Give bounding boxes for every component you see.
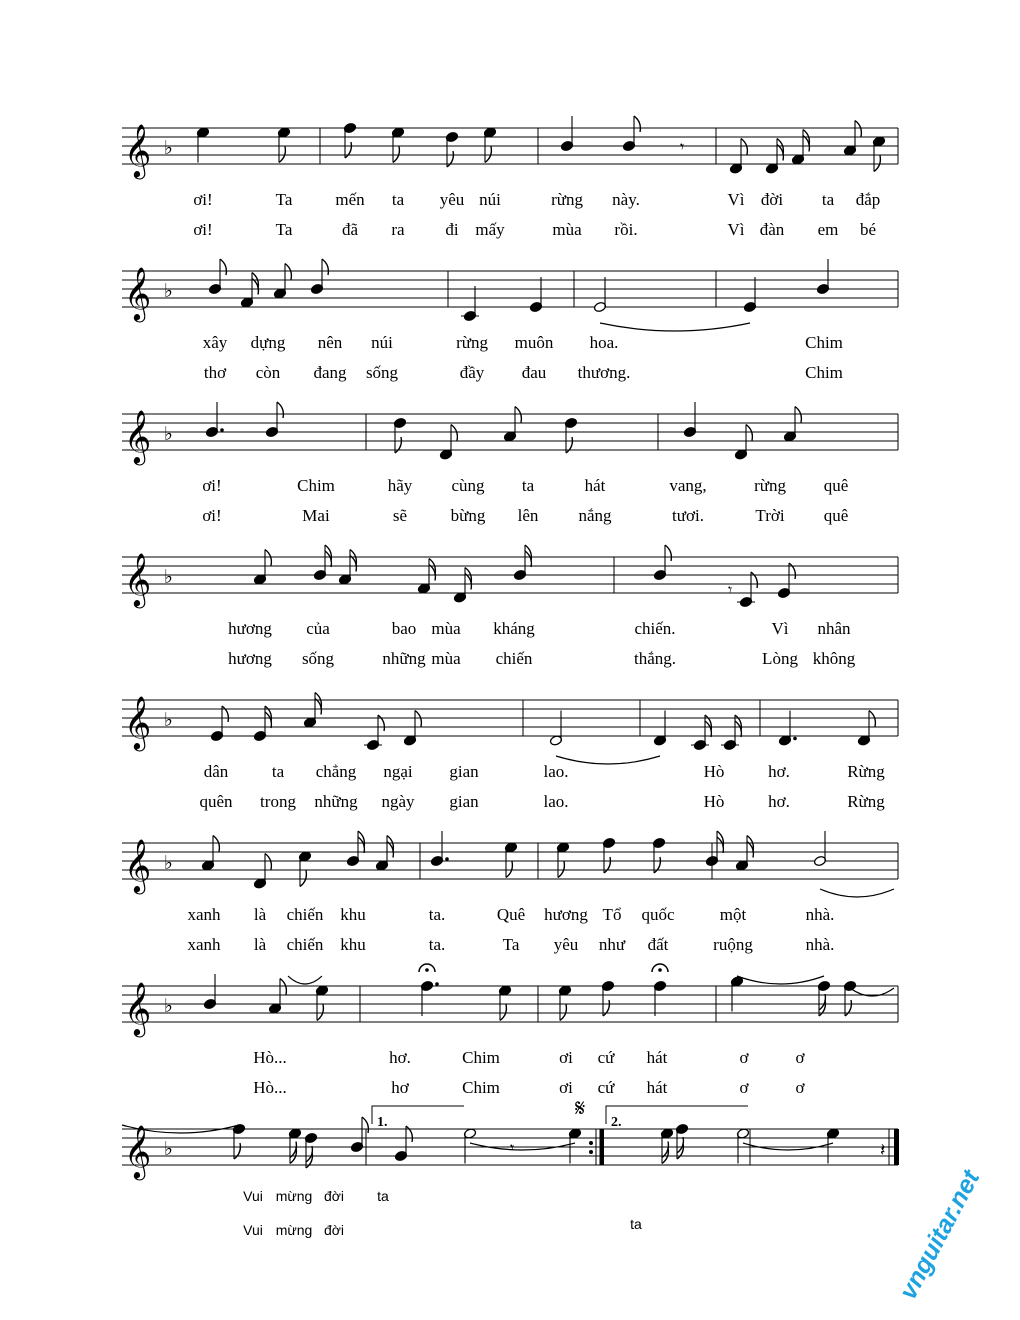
- lyric-syllable: hơ.: [389, 1048, 411, 1067]
- lyric-syllable: đắp: [855, 190, 881, 209]
- lyric-syllable: Rừng: [847, 762, 885, 781]
- lyric-syllable: gian: [449, 762, 479, 781]
- treble-clef: 𝄞: [124, 981, 152, 1035]
- treble-clef: 𝄞: [124, 123, 152, 177]
- eighth-rest: 𝄾: [728, 580, 733, 599]
- lyric-syllable: Chim: [297, 476, 335, 495]
- lyric-syllable: ngại: [383, 762, 413, 781]
- lyric-syllable: ơ: [795, 1048, 805, 1067]
- lyric-syllable: vang,: [669, 476, 707, 495]
- eighth-rest: 𝄾: [510, 1138, 515, 1157]
- lyric-syllable: Rừng: [847, 792, 885, 811]
- lyric-syllable: ta.: [428, 905, 446, 924]
- lyric-syllable: Vì: [771, 619, 789, 638]
- lyric-syllable: ơi: [559, 1048, 573, 1067]
- lyric-syllable: đàn: [759, 220, 785, 239]
- volta-1-label: 1.: [377, 1115, 388, 1130]
- lyric-syllable: đi: [445, 220, 459, 239]
- lyric-syllable: nhà.: [805, 935, 835, 954]
- lyric-syllable: Hò...: [253, 1048, 287, 1067]
- lyric-syllable: ta: [630, 1216, 642, 1232]
- lyric-syllable: hát: [584, 476, 606, 495]
- lyric-syllable: những: [382, 649, 426, 668]
- lyric-syllable: Tổ: [602, 905, 622, 924]
- lyric-syllable: hơ.: [768, 792, 790, 811]
- lyric-syllable: lao.: [543, 762, 569, 781]
- lyric-syllable: mến: [335, 190, 365, 209]
- lyric-syllable: khu: [340, 935, 366, 954]
- lyric-syllable: sống: [365, 363, 399, 382]
- lyric-syllable: yêu: [439, 190, 465, 209]
- lyric-syllable: hương: [228, 649, 272, 668]
- lyric-syllable: ra: [391, 220, 405, 239]
- lyric-syllable: ta: [271, 762, 285, 781]
- lyric-syllable: mừng: [275, 1222, 313, 1238]
- lyric-syllable: ta: [521, 476, 535, 495]
- lyric-syllable: chiến.: [634, 619, 676, 638]
- lyric-syllable: rừng: [551, 190, 583, 209]
- lyric-syllable: thắng.: [633, 649, 677, 668]
- lyric-syllable: mừng: [275, 1188, 313, 1204]
- volta-2-label: 2.: [611, 1115, 622, 1130]
- lyric-syllable: ta.: [428, 935, 446, 954]
- lyric-syllable: hơ.: [768, 762, 790, 781]
- lyric-syllable: Quê: [496, 905, 526, 924]
- lyric-syllable: nhà.: [805, 905, 835, 924]
- key-flat: ♭: [164, 137, 173, 159]
- lyric-syllable: nhân: [817, 619, 851, 638]
- lyric-syllable: ơ: [795, 1078, 805, 1097]
- lyric-syllable: là: [253, 935, 267, 954]
- eighth-rest: 𝄾: [680, 137, 685, 156]
- lyric-syllable: Vì: [727, 190, 745, 209]
- lyric-syllable: cứ: [597, 1048, 615, 1067]
- lyric-syllable: hương: [544, 905, 588, 924]
- treble-clef: 𝄞: [124, 266, 152, 320]
- lyric-syllable: hoa.: [589, 333, 619, 352]
- lyric-syllable: như: [598, 935, 626, 954]
- lyric-syllable: quê: [823, 476, 849, 495]
- lyric-syllable: Hò: [703, 792, 725, 811]
- lyric-syllable: bé: [859, 220, 877, 239]
- lyric-syllable: ta: [391, 190, 405, 209]
- lyric-syllable: mùa: [552, 220, 582, 239]
- lyric-syllable: hơ: [391, 1078, 409, 1097]
- lyric-syllable: rừng: [754, 476, 786, 495]
- lyric-syllable: ta: [377, 1188, 389, 1204]
- treble-clef: 𝄞: [124, 409, 152, 463]
- key-flat: ♭: [164, 852, 173, 874]
- lyric-syllable: cứ: [597, 1078, 615, 1097]
- lyric-syllable: ơi!: [193, 220, 213, 239]
- lyric-syllable: là: [253, 905, 267, 924]
- lyric-syllable: chiến: [495, 649, 533, 668]
- lyric-syllable: rừng: [456, 333, 488, 352]
- lyric-syllable: Ta: [275, 190, 293, 209]
- key-flat: ♭: [164, 995, 173, 1017]
- lyric-syllable: Mai: [302, 506, 330, 525]
- lyric-syllable: ơi!: [193, 190, 213, 209]
- lyric-syllable: Ta: [275, 220, 293, 239]
- lyric-syllable: đã: [341, 220, 359, 239]
- key-flat: ♭: [164, 566, 173, 588]
- lyric-syllable: Chim: [805, 363, 843, 382]
- lyric-syllable: cùng: [451, 476, 485, 495]
- lyric-syllable: ơi!: [202, 506, 222, 525]
- lyric-syllable: Ta: [502, 935, 520, 954]
- lyric-syllable: ơi!: [202, 476, 222, 495]
- lyric-syllable: nên: [317, 333, 343, 352]
- treble-clef: 𝄞: [124, 695, 152, 749]
- lyric-syllable: ơi: [559, 1078, 573, 1097]
- lyric-syllable: nắng: [578, 506, 612, 525]
- lyric-syllable: những: [314, 792, 358, 811]
- lyric-syllable: mùa: [431, 649, 461, 668]
- lyric-syllable: khu: [340, 905, 366, 924]
- lyric-syllable: gian: [449, 792, 479, 811]
- lyric-syllable: tươi.: [672, 506, 704, 525]
- quarter-rest: 𝄽: [880, 1140, 886, 1161]
- lyric-syllable: của: [306, 619, 330, 638]
- lyric-syllable: Vui: [243, 1222, 263, 1238]
- lyric-syllable: đời: [323, 1222, 345, 1238]
- lyric-syllable: ngày: [381, 792, 415, 811]
- lyric-syllable: dân: [203, 762, 229, 781]
- treble-clef: 𝄞: [124, 552, 152, 606]
- lyric-syllable: chiến: [286, 905, 324, 924]
- lyric-syllable: không: [812, 649, 856, 668]
- lyric-syllable: đời: [323, 1188, 345, 1204]
- lyric-syllable: sống: [301, 649, 335, 668]
- lyric-syllable: quên: [199, 792, 233, 811]
- lyric-syllable: em: [817, 220, 839, 239]
- lyric-syllable: chẳng: [315, 762, 357, 781]
- lyric-syllable: hát: [646, 1078, 668, 1097]
- lyric-syllable: xanh: [187, 935, 221, 954]
- lyric-syllable: dựng: [250, 333, 286, 352]
- lyric-syllable: Lòng: [762, 649, 798, 668]
- lyric-syllable: còn: [255, 363, 281, 382]
- segno-sign: 𝄋: [575, 1094, 586, 1122]
- lyric-syllable: Vì: [727, 220, 745, 239]
- lyric-syllable: thương.: [577, 363, 631, 382]
- lyric-syllable: xanh: [187, 905, 221, 924]
- key-flat: ♭: [164, 709, 173, 731]
- treble-clef: 𝄞: [124, 838, 152, 892]
- lyric-syllable: Hò...: [253, 1078, 287, 1097]
- lyric-syllable: quốc: [641, 905, 675, 924]
- lyric-syllable: Chim: [462, 1078, 500, 1097]
- treble-clef: 𝄞: [124, 1124, 152, 1178]
- lyric-syllable: mùa: [431, 619, 461, 638]
- lyric-syllable: kháng: [493, 619, 535, 638]
- lyric-syllable: Vui: [243, 1188, 263, 1204]
- lyric-syllable: đầy: [459, 363, 485, 382]
- lyric-syllable: Trời: [755, 506, 785, 525]
- lyric-syllable: bao: [391, 619, 417, 638]
- lyric-syllable: xây: [202, 333, 228, 352]
- lyric-syllable: Chim: [805, 333, 843, 352]
- lyric-syllable: chiến: [286, 935, 324, 954]
- lyric-syllable: lên: [517, 506, 539, 525]
- lyric-syllable: hương: [228, 619, 272, 638]
- key-flat: ♭: [164, 423, 173, 445]
- key-flat: ♭: [164, 1138, 173, 1160]
- lyric-syllable: đang: [313, 363, 347, 382]
- lyric-syllable: ruộng: [713, 935, 753, 954]
- lyric-syllable: rồi.: [614, 220, 638, 239]
- lyric-syllable: lao.: [543, 792, 569, 811]
- lyric-syllable: muôn: [514, 333, 554, 352]
- lyric-syllable: trong: [260, 792, 296, 811]
- lyric-syllable: ơ: [739, 1078, 749, 1097]
- lyric-syllable: Hò: [703, 762, 725, 781]
- lyric-syllable: một: [719, 905, 747, 924]
- lyric-syllable: núi: [479, 190, 501, 209]
- lyric-syllable: Chim: [462, 1048, 500, 1067]
- lyric-syllable: hãy: [387, 476, 413, 495]
- lyric-syllable: đất: [647, 935, 669, 954]
- lyric-syllable: thơ: [203, 363, 227, 382]
- lyric-syllable: núi: [371, 333, 393, 352]
- lyric-syllable: này.: [612, 190, 640, 209]
- lyric-syllable: ơ: [739, 1048, 749, 1067]
- lyric-syllable: sẽ: [392, 506, 408, 525]
- watermark: vnguitar.net: [893, 1165, 986, 1304]
- lyric-syllable: ta: [821, 190, 835, 209]
- lyric-syllable: đời: [760, 190, 784, 209]
- lyric-syllable: quê: [823, 506, 849, 525]
- lyric-syllable: yêu: [553, 935, 579, 954]
- key-flat: ♭: [164, 280, 173, 302]
- lyric-syllable: bừng: [450, 506, 486, 525]
- lyric-syllable: mấy: [475, 220, 505, 239]
- lyric-syllable: đau: [521, 363, 547, 382]
- lyric-syllable: hát: [646, 1048, 668, 1067]
